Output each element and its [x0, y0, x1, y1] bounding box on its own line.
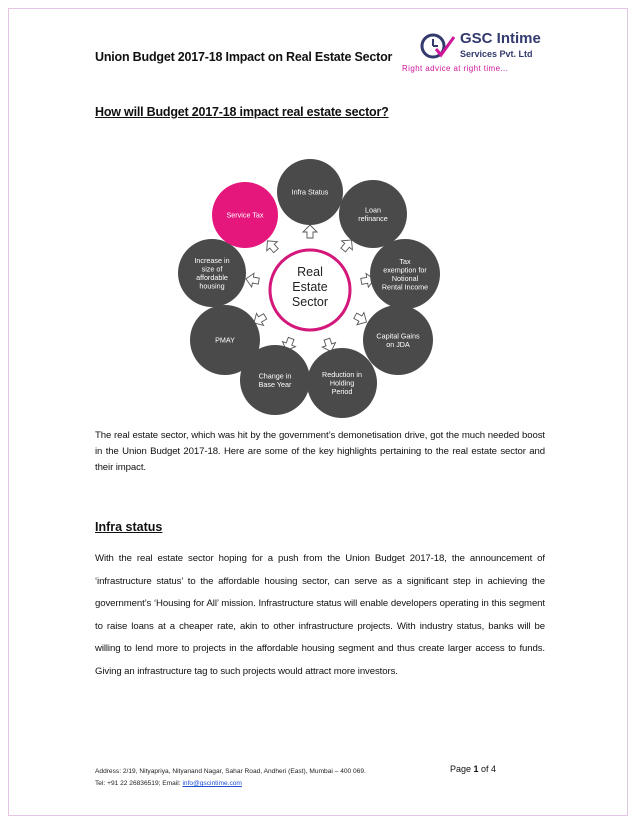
logo-subtitle: Services Pvt. Ltd [460, 49, 533, 59]
node-label-housing: affordable [196, 272, 228, 282]
node-label-tax: Tax [399, 256, 411, 266]
center-label: Estate [292, 280, 328, 294]
page-footer [95, 766, 366, 790]
node-label-service: Service Tax [226, 210, 264, 220]
logo-name: GSC Intime [460, 30, 541, 47]
node-label-infra: Infra Status [291, 187, 329, 197]
page-number: Page 1 of 4 [450, 764, 497, 774]
center-label: Sector [291, 295, 329, 309]
infra-paragraph: With the real estate sector hoping for a push from the Union Budget 2017-18, the announcement of ‘infrastructure status’ to the affordable housing sector, can serve as a significant step in achieving the government’s ‘Housing for All’ mission. Infrastructure status will enable developers operating in this segment to raise loans at a cheaper rate, akin to other infrastructure projects. With industry status, banks will be willing to lend more to projects in the affordable housing segment and thus create larger access to funds. Giving an infrastructure tag to such projects would attract more investors. [95, 553, 545, 677]
node-label-tax: Notional [391, 273, 419, 283]
document-header-title: Union Budget 2017-18 Impact on Real Estate Sector [95, 50, 393, 64]
footer-email-link[interactable]: info@gscintime.com [182, 780, 242, 787]
node-label-capital: on JDA [386, 339, 410, 349]
node-label-tax: Rental Income [381, 282, 429, 292]
node-label-housing: housing [199, 281, 225, 291]
node-label-housing: size of [201, 264, 223, 274]
node-label-loan: Loan [365, 205, 381, 215]
center-label: Real [297, 265, 323, 279]
connector-arrow [245, 272, 260, 288]
node-label-base: Base Year [258, 379, 292, 389]
node-label-holding: Holding [329, 378, 355, 388]
node-label-pmay: PMAY [215, 335, 235, 345]
node-label-base: Change in [258, 371, 292, 381]
footer-address: Address: 2/19, Nityapriya, Nityanand Nagar, Sahar Road, Andheri (East), Mumbai – 400 069. [95, 768, 366, 775]
connector-arrow [303, 225, 317, 238]
real-estate-diagram [170, 150, 460, 425]
intro-paragraph: The real estate sector, which was hit by the government’s demonetisation drive, got the much needed boost in the Union Budget 2017-18. Here are some of the key highlights pertaining to the real estate sector and their impact. [95, 430, 545, 473]
node-label-holding: Reduction in [322, 370, 362, 379]
node-label-housing: Increase in [194, 255, 230, 265]
node-label-capital: Capital Gains [376, 331, 420, 341]
node-label-loan: refinance [358, 213, 388, 223]
clock-check-icon [418, 31, 456, 61]
logo-tagline: Right advice at right time... [402, 64, 509, 73]
section-heading-impact: How will Budget 2017-18 impact real estate sector? [95, 105, 389, 119]
node-label-tax: exemption for [383, 265, 427, 275]
node-label-holding: Period [331, 387, 353, 396]
section-heading-infra: Infra status [95, 520, 163, 534]
footer-contact: Tel: +91 22 26836519; Email: info@gscintime.com [95, 780, 242, 787]
